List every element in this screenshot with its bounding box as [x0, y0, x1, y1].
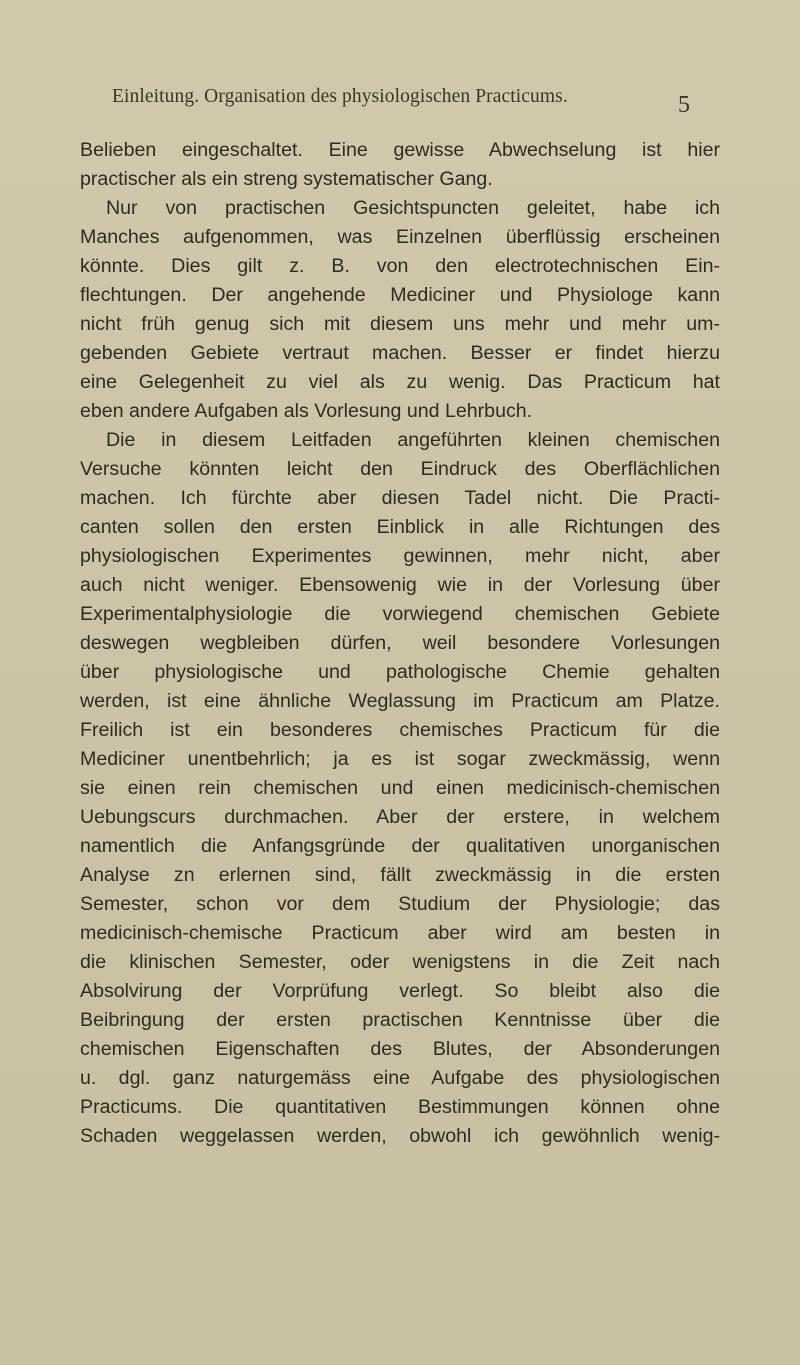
text-line: gebenden Gebiete vertraut machen. Besser er findet hierzu: [80, 342, 720, 364]
text-line: Freilich ist ein besonderes chemisches Practicum für die: [80, 719, 720, 741]
text-line: eben andere Aufgaben als Vorlesung und Lehrbuch.: [80, 400, 533, 422]
text-line: über physiologische und pathologische Chemie gehalten: [80, 661, 720, 683]
text-line: Nur von practischen Gesichtspuncten geleitet, habe ich: [106, 197, 720, 219]
text-line: flechtungen. Der angehende Mediciner und Physiologe kann: [80, 284, 720, 306]
text-line: werden, ist eine ähnliche Weglassung im Practicum am Platze.: [80, 690, 720, 712]
running-title: Einleitung. Organisation des physiologischen Practicums.: [112, 86, 568, 107]
text-line: nicht früh genug sich mit diesem uns mehr und mehr um-: [80, 313, 720, 335]
text-line: Semester, schon vor dem Studium der Physiologie; das: [80, 893, 720, 915]
text-line: auch nicht weniger. Ebensowenig wie in der Vorlesung über: [80, 574, 720, 596]
text-line: Die in diesem Leitfaden angeführten kleinen chemischen: [106, 429, 720, 451]
page-number: 5: [678, 92, 690, 118]
text-line: Versuche könnten leicht den Eindruck des Oberflächlichen: [80, 458, 720, 480]
text-line: chemischen Eigenschaften des Blutes, der Absonderungen: [80, 1038, 720, 1060]
text-line: eine Gelegenheit zu viel als zu wenig. Das Practicum hat: [80, 371, 720, 393]
text-line: physiologischen Experimentes gewinnen, mehr nicht, aber: [80, 545, 720, 567]
text-line: canten sollen den ersten Einblick in alle Richtungen des: [80, 516, 720, 538]
text-line: Practicums. Die quantitativen Bestimmungen können ohne: [80, 1096, 720, 1118]
text-line: sie einen rein chemischen und einen medicinisch-chemischen: [80, 777, 720, 799]
text-line: Uebungscurs durchmachen. Aber der erstere, in welchem: [80, 806, 720, 828]
text-line: Beibringung der ersten practischen Kenntnisse über die: [80, 1009, 720, 1031]
text-line: Manches aufgenommen, was Einzelnen überflüssig erscheinen: [80, 226, 720, 248]
text-line: die klinischen Semester, oder wenigstens in die Zeit nach: [80, 951, 720, 973]
text-line: Schaden weggelassen werden, obwohl ich gewöhnlich wenig-: [80, 1125, 720, 1147]
text-line: Belieben eingeschaltet. Eine gewisse Abwechselung ist hier: [80, 139, 720, 161]
text-line: medicinisch-chemische Practicum aber wird am besten in: [80, 922, 720, 944]
text-line: Experimentalphysiologie die vorwiegend chemischen Gebiete: [80, 603, 720, 625]
text-line: namentlich die Anfangsgründe der qualitativen unorganischen: [80, 835, 720, 857]
text-line: u. dgl. ganz naturgemäss eine Aufgabe des physiologischen: [80, 1067, 720, 1089]
text-line: Analyse zn erlernen sind, fällt zweckmässig in die ersten: [80, 864, 720, 886]
text-line: Absolvirung der Vorprüfung verlegt. So bleibt also die: [80, 980, 720, 1002]
text-line: practischer als ein streng systematischer Gang.: [80, 168, 493, 190]
text-line: machen. Ich fürchte aber diesen Tadel nicht. Die Practi-: [80, 487, 720, 509]
text-line: Mediciner unentbehrlich; ja es ist sogar zweckmässig, wenn: [80, 748, 720, 770]
text-line: könnte. Dies gilt z. B. von den electrotechnischen Ein-: [80, 255, 720, 277]
text-line: deswegen wegbleiben dürfen, weil besondere Vorlesungen: [80, 632, 720, 654]
body-text: [80, 136, 720, 1151]
